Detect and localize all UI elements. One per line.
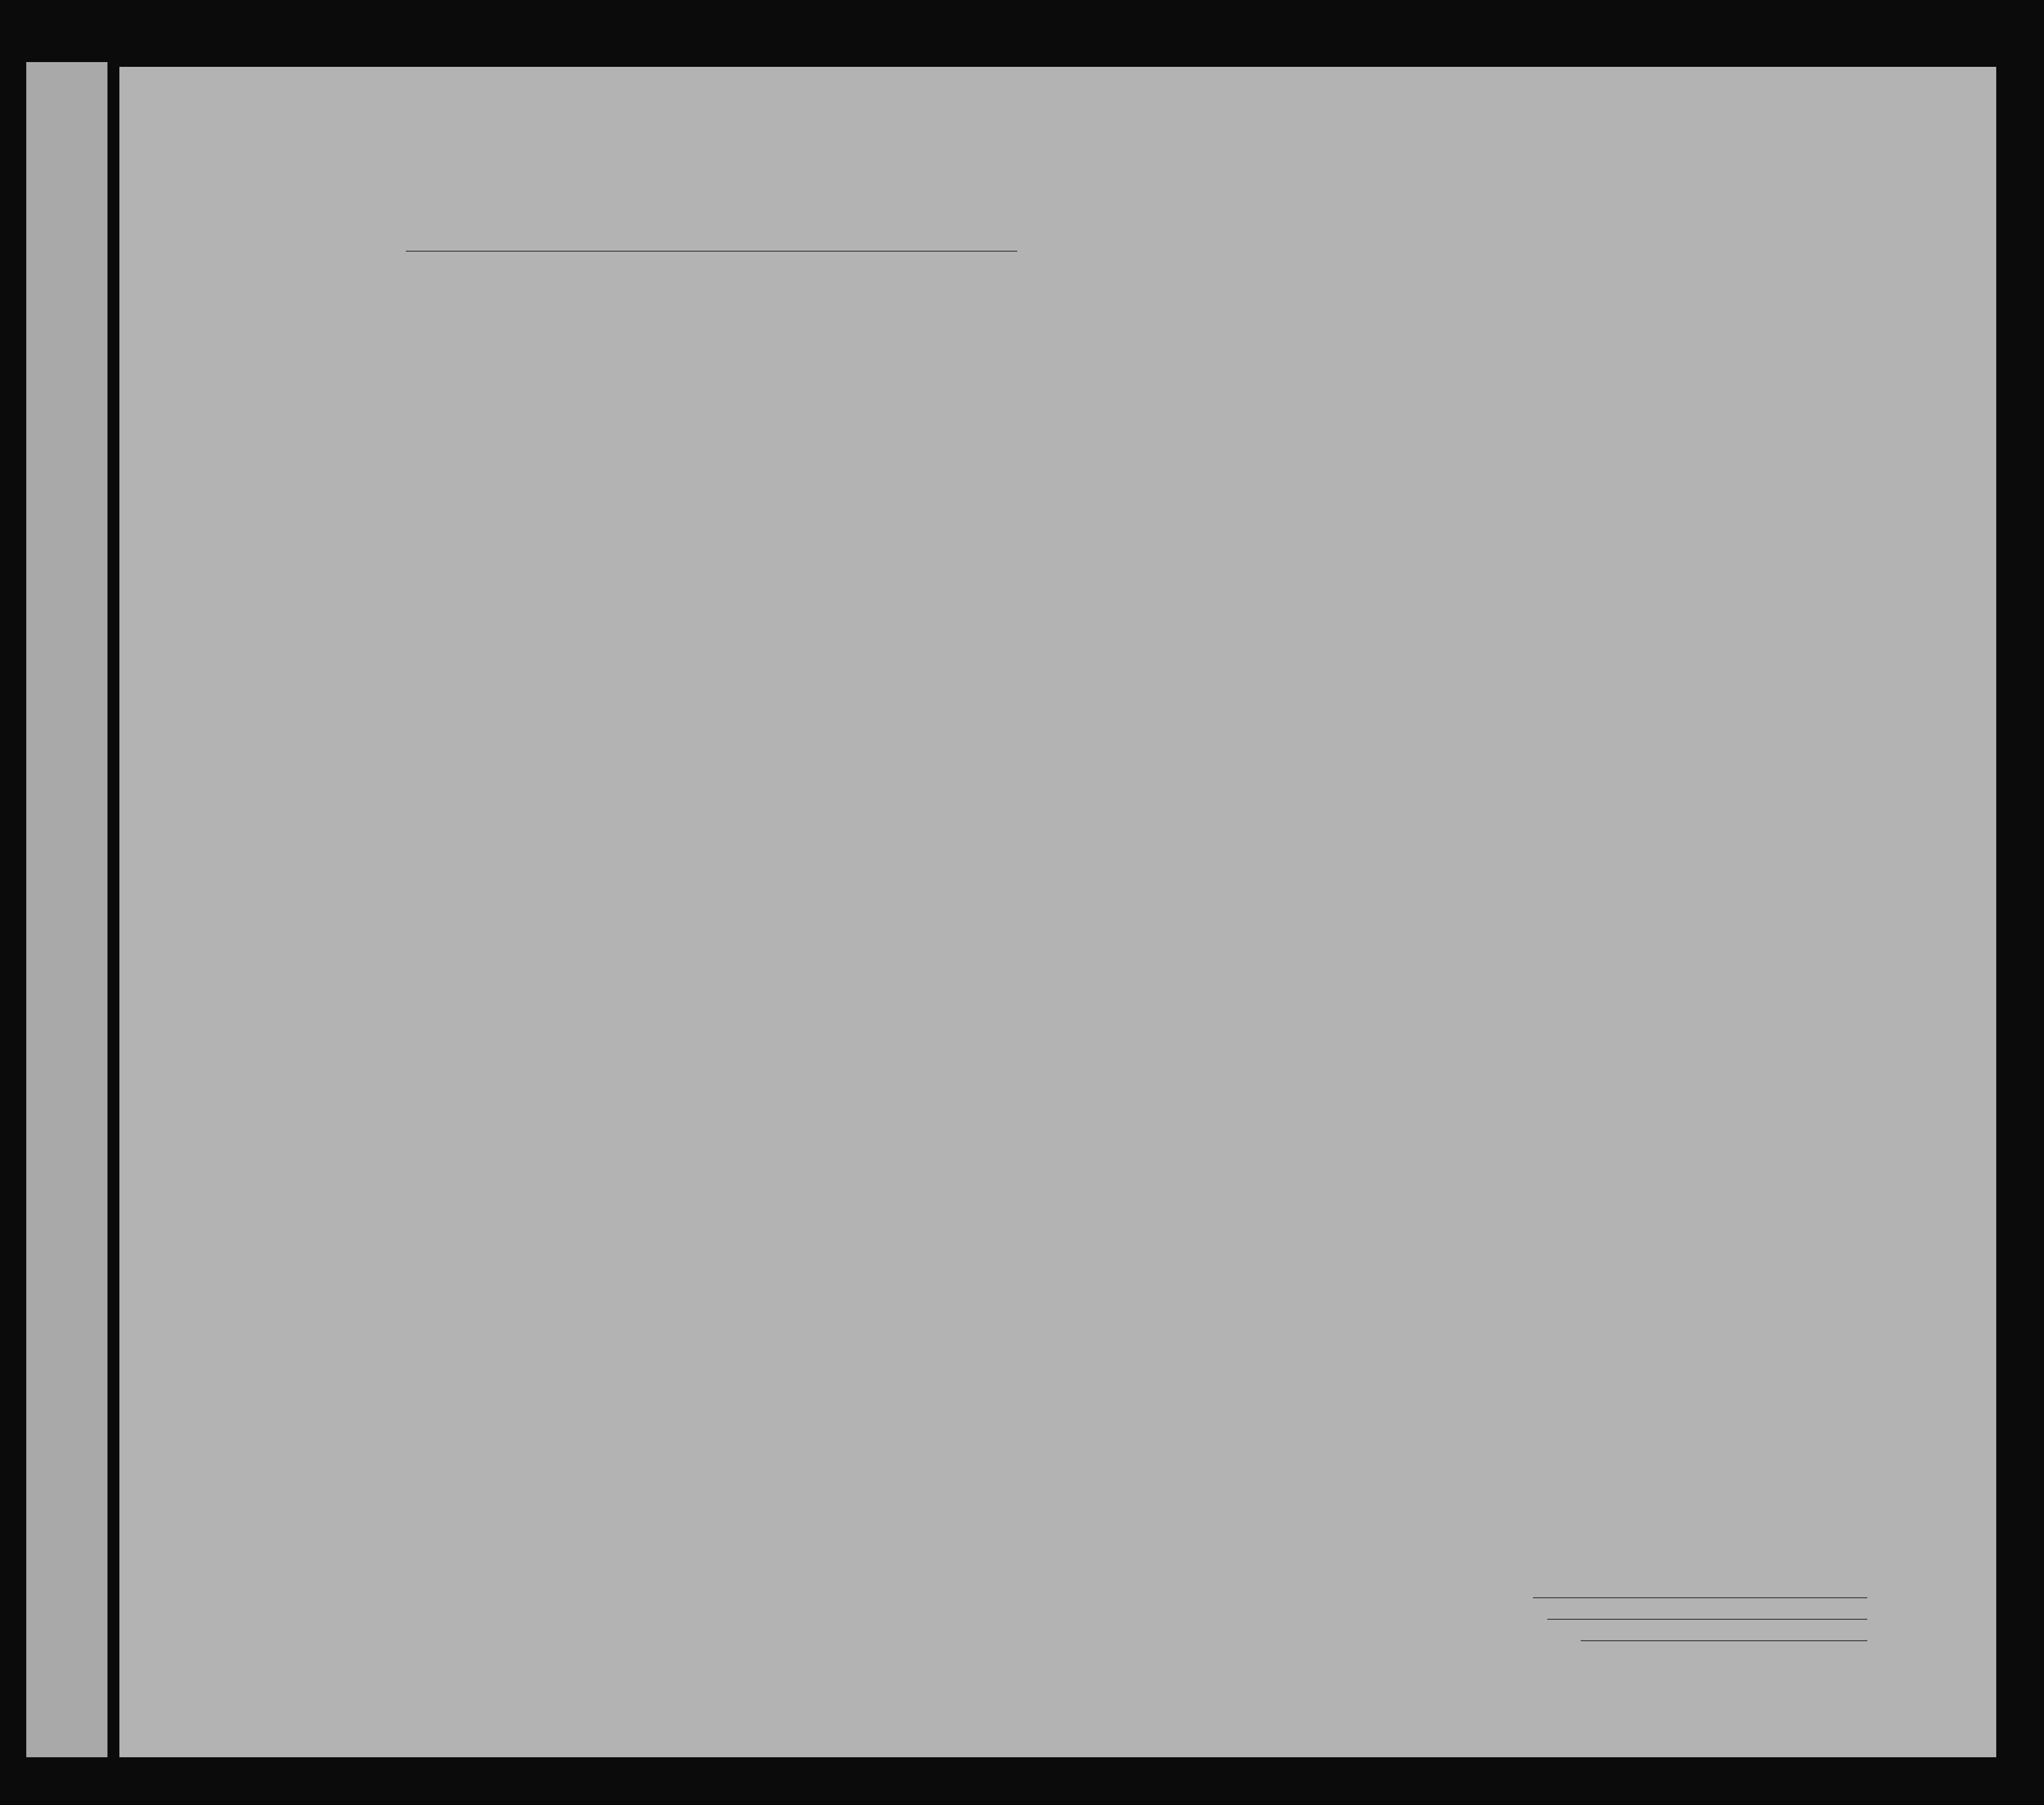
manifest-sheet [119,67,1996,1757]
owners-underline [1547,1619,1867,1620]
port-underline [406,251,1017,252]
agents-underline [1581,1640,1867,1641]
binding-strip [26,62,107,1757]
line-underline [1533,1597,1867,1598]
